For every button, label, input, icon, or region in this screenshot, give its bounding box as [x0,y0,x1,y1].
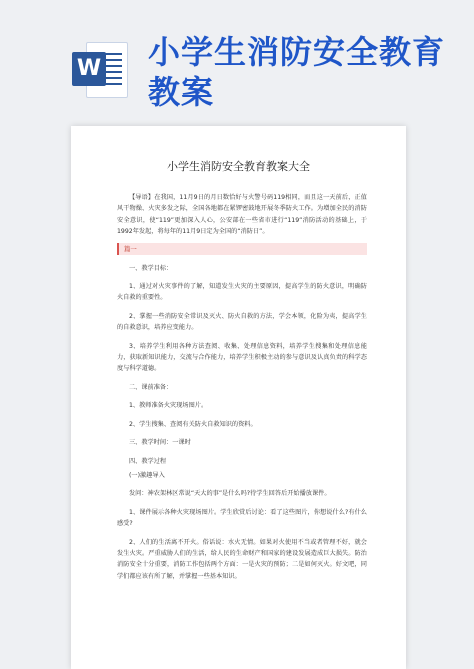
document-title: 小学生消防安全教育教案大全 [167,160,310,173]
paragraph: (一)激趣导入 [129,471,165,479]
paragraph: 1、教师准备火灾现场图片。 [129,402,208,410]
document-body [117,192,367,585]
paragraph: 2、掌握一些消防安全常识及灭火、防火自救的方法，学会本领，化险为夷，提高学生的自救意识，培养应变能力。 [117,312,367,332]
paragraph: 一、教学目标： [129,264,173,272]
word-badge: W [72,52,106,86]
paragraph: 2、学生搜集、查阅有关防火自救知识的资料。 [129,420,257,428]
intro-paragraph: 【导语】在我国，11月9日的月日数恰好与火警号码119相同，而且这一天前后，正值风干物燥、火灾多发之际，全国各地都在紧锣密鼓地开展冬季防火工作。为增加全民的消防安全意识，使“119”更加深入人心，公安部在一些省市进行“119”消防活动的基础上，于1992年发起，将每年的11月9日定为全国的“消防日”。 [117,194,367,236]
paragraph: 三、教学时间：一课时 [129,439,191,447]
paragraph: 四、教学过程 [129,457,167,465]
word-document-icon [68,38,132,102]
paragraph: 2、人们的生活离不开火。俗话说：水火无情。如果对火使用不当或者管理不好，就会发生火灾。严重威胁人们的生活，给人民的生命财产和国家的建设发展造成巨大损失。防治消防安全十分重要，消防工作包括两个方面：一是火灾的预防；二是如何灭火。好文吧，同学们都应该有所了解，并掌握一些基本知识。 [117,538,367,580]
paragraph: 1、课件展示各种火灾现场图片。学生欣赏后讨论：看了这些图片，你想说什么?有什么感受? [117,508,367,528]
section-heading: 篇一 [117,243,367,255]
paragraph: 二、课前准备： [129,383,173,391]
paragraph: 发问：神农架林区常说“天大的事”是什么吗?待学生回答后开始播放课件。 [129,490,331,498]
paragraph: 1、通过对火灾事件的了解，知道发生火灾的主要原因，提高学生的防火意识，明确防火自救的重要性。 [117,283,367,302]
header-banner [0,0,474,120]
document-page [71,126,406,669]
paragraph: 3、培养学生利用各种方法查阅、收集、处理信息资料，培养学生搜集和处理信息能力，获取新知识能力，交流与合作能力，培养学生积极主动的参与意识及认真负责的科学态度与科学道德。 [117,342,367,373]
banner-title: 小学生消防安全教育教案 [148,33,446,111]
